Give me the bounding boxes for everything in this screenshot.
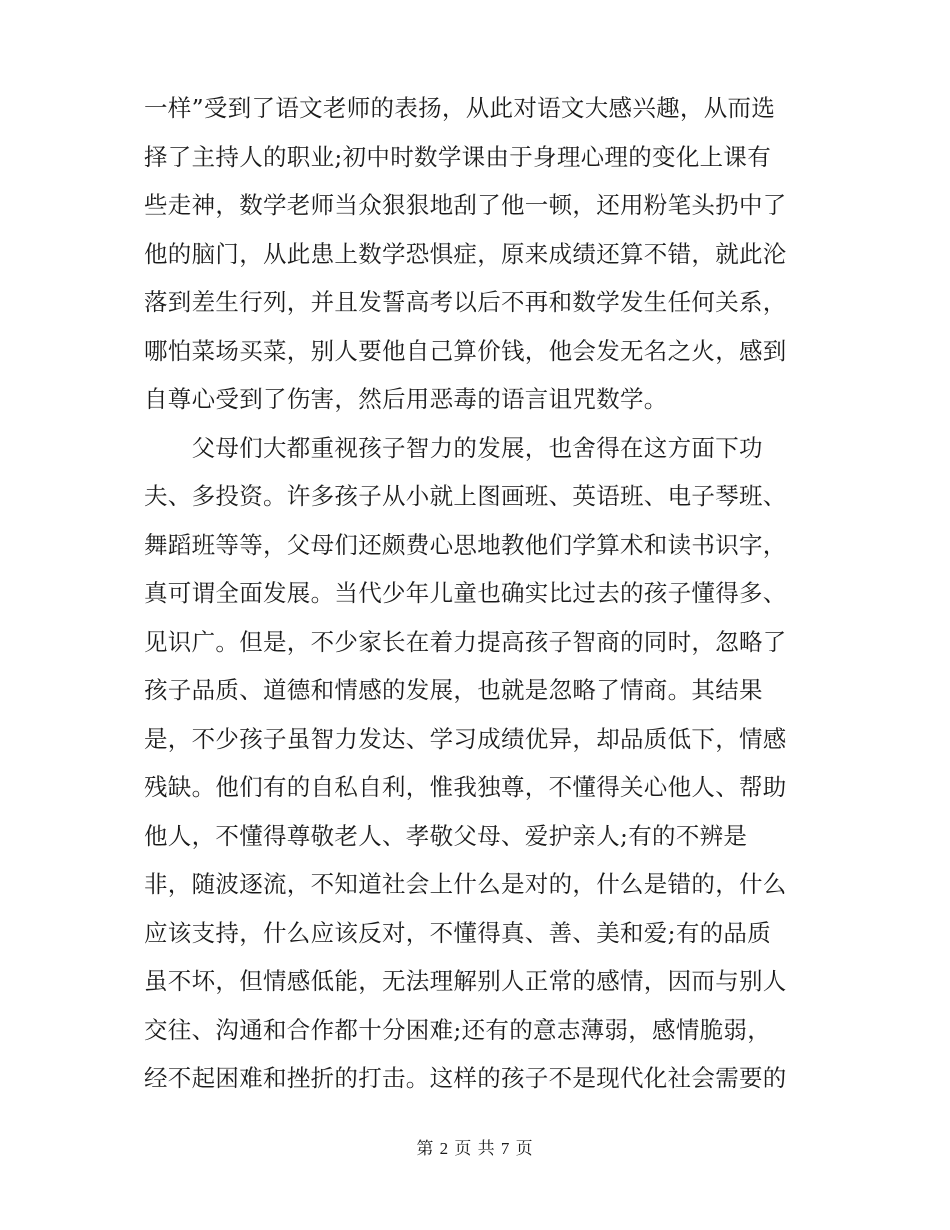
text-line: 他的脑门，从此患上数学恐惧症，原来成绩还算不错，就此沦 (144, 239, 787, 268)
text-line: 些走神，数学老师当众狠狠地刮了他一顿，还用粉笔头扔中了 (144, 191, 787, 219)
text-line: 虽不坏，但情感低能，无法理解别人正常的感情，因而与别人 (144, 967, 787, 995)
text-line: 他人，不懂得尊敬老人、孝敬父母、爱护亲人;有的不辨是 (144, 821, 748, 850)
text-line: 孩子品质、道德和情感的发展，也就是忽略了情商。其结果 (144, 676, 763, 704)
text-line: 交往、沟通和合作都十分困难;还有的意志薄弱，感情脆弱， (144, 1015, 772, 1044)
text-line: 落到差生行列，并且发誓高考以后不再和数学发生任何关系， (144, 288, 787, 316)
text-line: 经不起困难和挫折的打击。这样的孩子不是现代化社会需要的 (144, 1064, 787, 1092)
text-line: 哪怕菜场买菜，别人要他自己算价钱，他会发无名之火，感到 (144, 336, 787, 365)
text-line: 真可谓全面发展。当代少年儿童也确实比过去的孩子懂得多、 (144, 579, 787, 607)
page-footer: 第 2 页 共 7 页 (416, 1139, 534, 1158)
text-line: 是，不少孩子虽智力发达、学习成绩优异，却品质低下，情感 (144, 724, 787, 753)
text-line: 择了主持人的职业;初中时数学课由于身理心理的变化上课有 (144, 142, 772, 171)
text-line: 残缺。他们有的自私自利，惟我独尊，不懂得关心他人、帮助 (144, 773, 787, 801)
body-text (144, 84, 824, 1103)
text-line: 夫、多投资。许多孩子从小就上图画班、英语班、电子琴班、 (144, 482, 787, 510)
text-line: 父母们大都重视孩子智力的发展，也舍得在这方面下功 (144, 433, 763, 462)
text-line: 见识广。但是，不少家长在着力提高孩子智商的同时，忽略了 (144, 627, 787, 656)
text-line: 自尊心受到了伤害，然后用恶毒的语言诅咒数学。 (144, 385, 668, 413)
text-line: 应该支持，什么应该反对，不懂得真、善、美和爱;有的品质 (144, 918, 772, 947)
text-line: 非，随波逐流，不知道社会上什么是对的，什么是错的，什么 (144, 870, 787, 898)
text-line: 舞蹈班等等，父母们还颇费心思地教他们学算术和读书识字， (144, 530, 787, 559)
text-line: 一样”受到了语文老师的表扬，从此对语文大感兴趣，从而选 (144, 94, 776, 122)
